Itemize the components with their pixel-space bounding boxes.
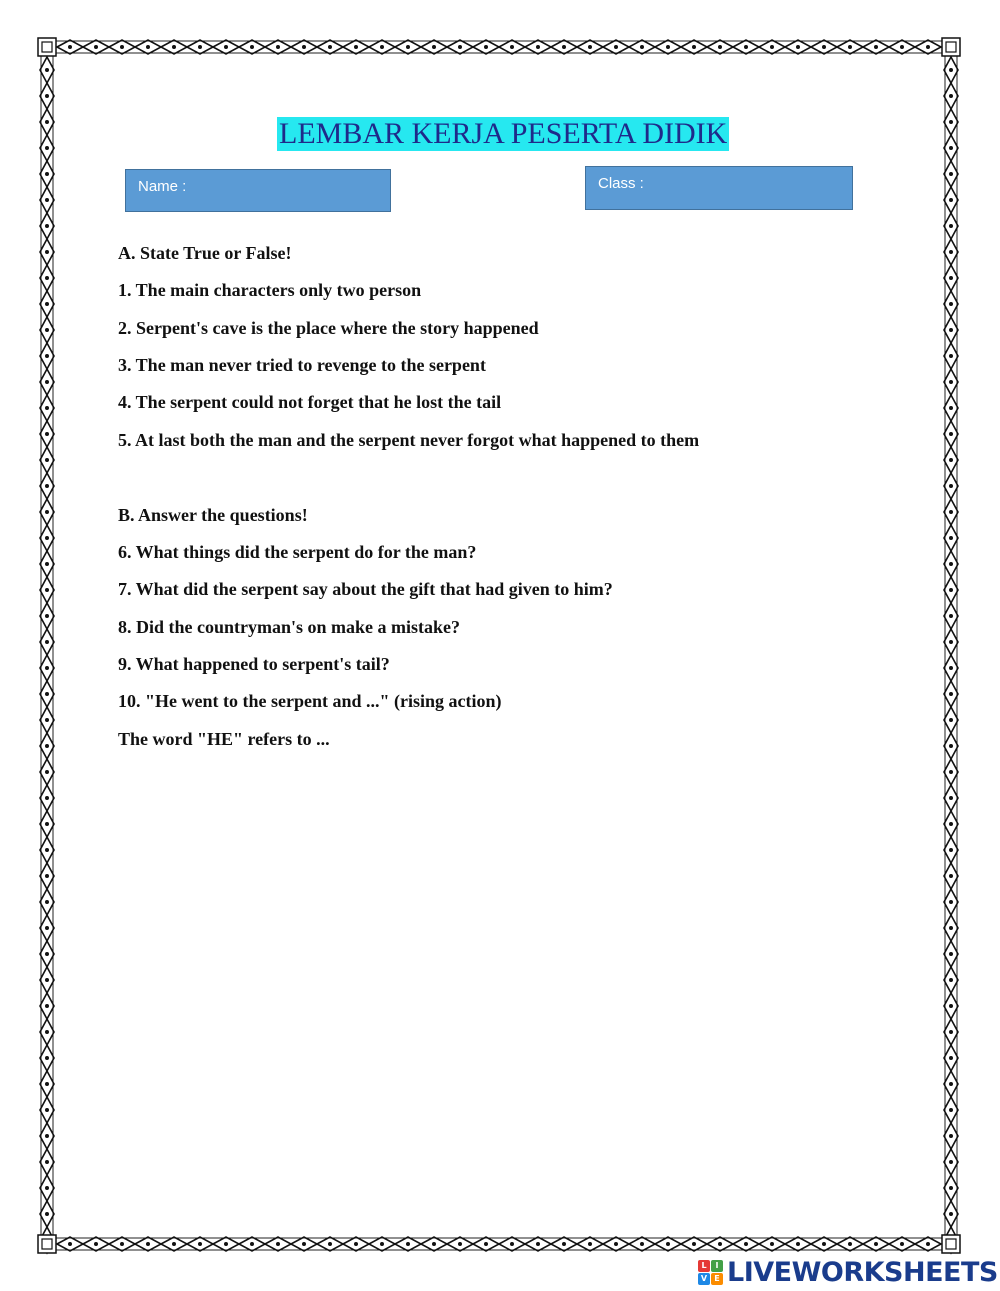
class-label: Class : — [598, 175, 644, 192]
question-1: 1. The main characters only two person — [118, 280, 422, 300]
question-2: 2. Serpent's cave is the place where the story happened — [118, 318, 539, 338]
logo-text: LIVEWORKSHEETS — [727, 1256, 998, 1288]
question-10-followup: The word "HE" refers to ... — [118, 729, 330, 749]
question-10: 10. "He went to the serpent and ..." (rising action) — [118, 691, 502, 711]
question-6: 6. What things did the serpent do for the man? — [118, 542, 477, 562]
section-b-heading: B. Answer the questions! — [118, 505, 308, 525]
name-label: Name : — [138, 178, 187, 195]
worksheet-title: LEMBAR KERJA PESERTA DIDIK — [279, 117, 728, 150]
section-a-heading: A. State True or False! — [118, 243, 292, 263]
question-7: 7. What did the serpent say about the gift that had given to him? — [118, 579, 613, 599]
question-8: 8. Did the countryman's on make a mistake? — [118, 617, 461, 637]
question-3: 3. The man never tried to revenge to the serpent — [118, 355, 486, 375]
name-field[interactable] — [125, 169, 391, 212]
question-9: 9. What happened to serpent's tail? — [118, 654, 390, 674]
question-5: 5. At last both the man and the serpent never forgot what happened to them — [118, 430, 700, 450]
liveworksheets-logo-icon: L I V E — [698, 1260, 723, 1285]
question-4: 4. The serpent could not forget that he lost the tail — [118, 392, 502, 412]
liveworksheets-logo — [698, 1257, 998, 1287]
class-field[interactable] — [585, 166, 853, 210]
